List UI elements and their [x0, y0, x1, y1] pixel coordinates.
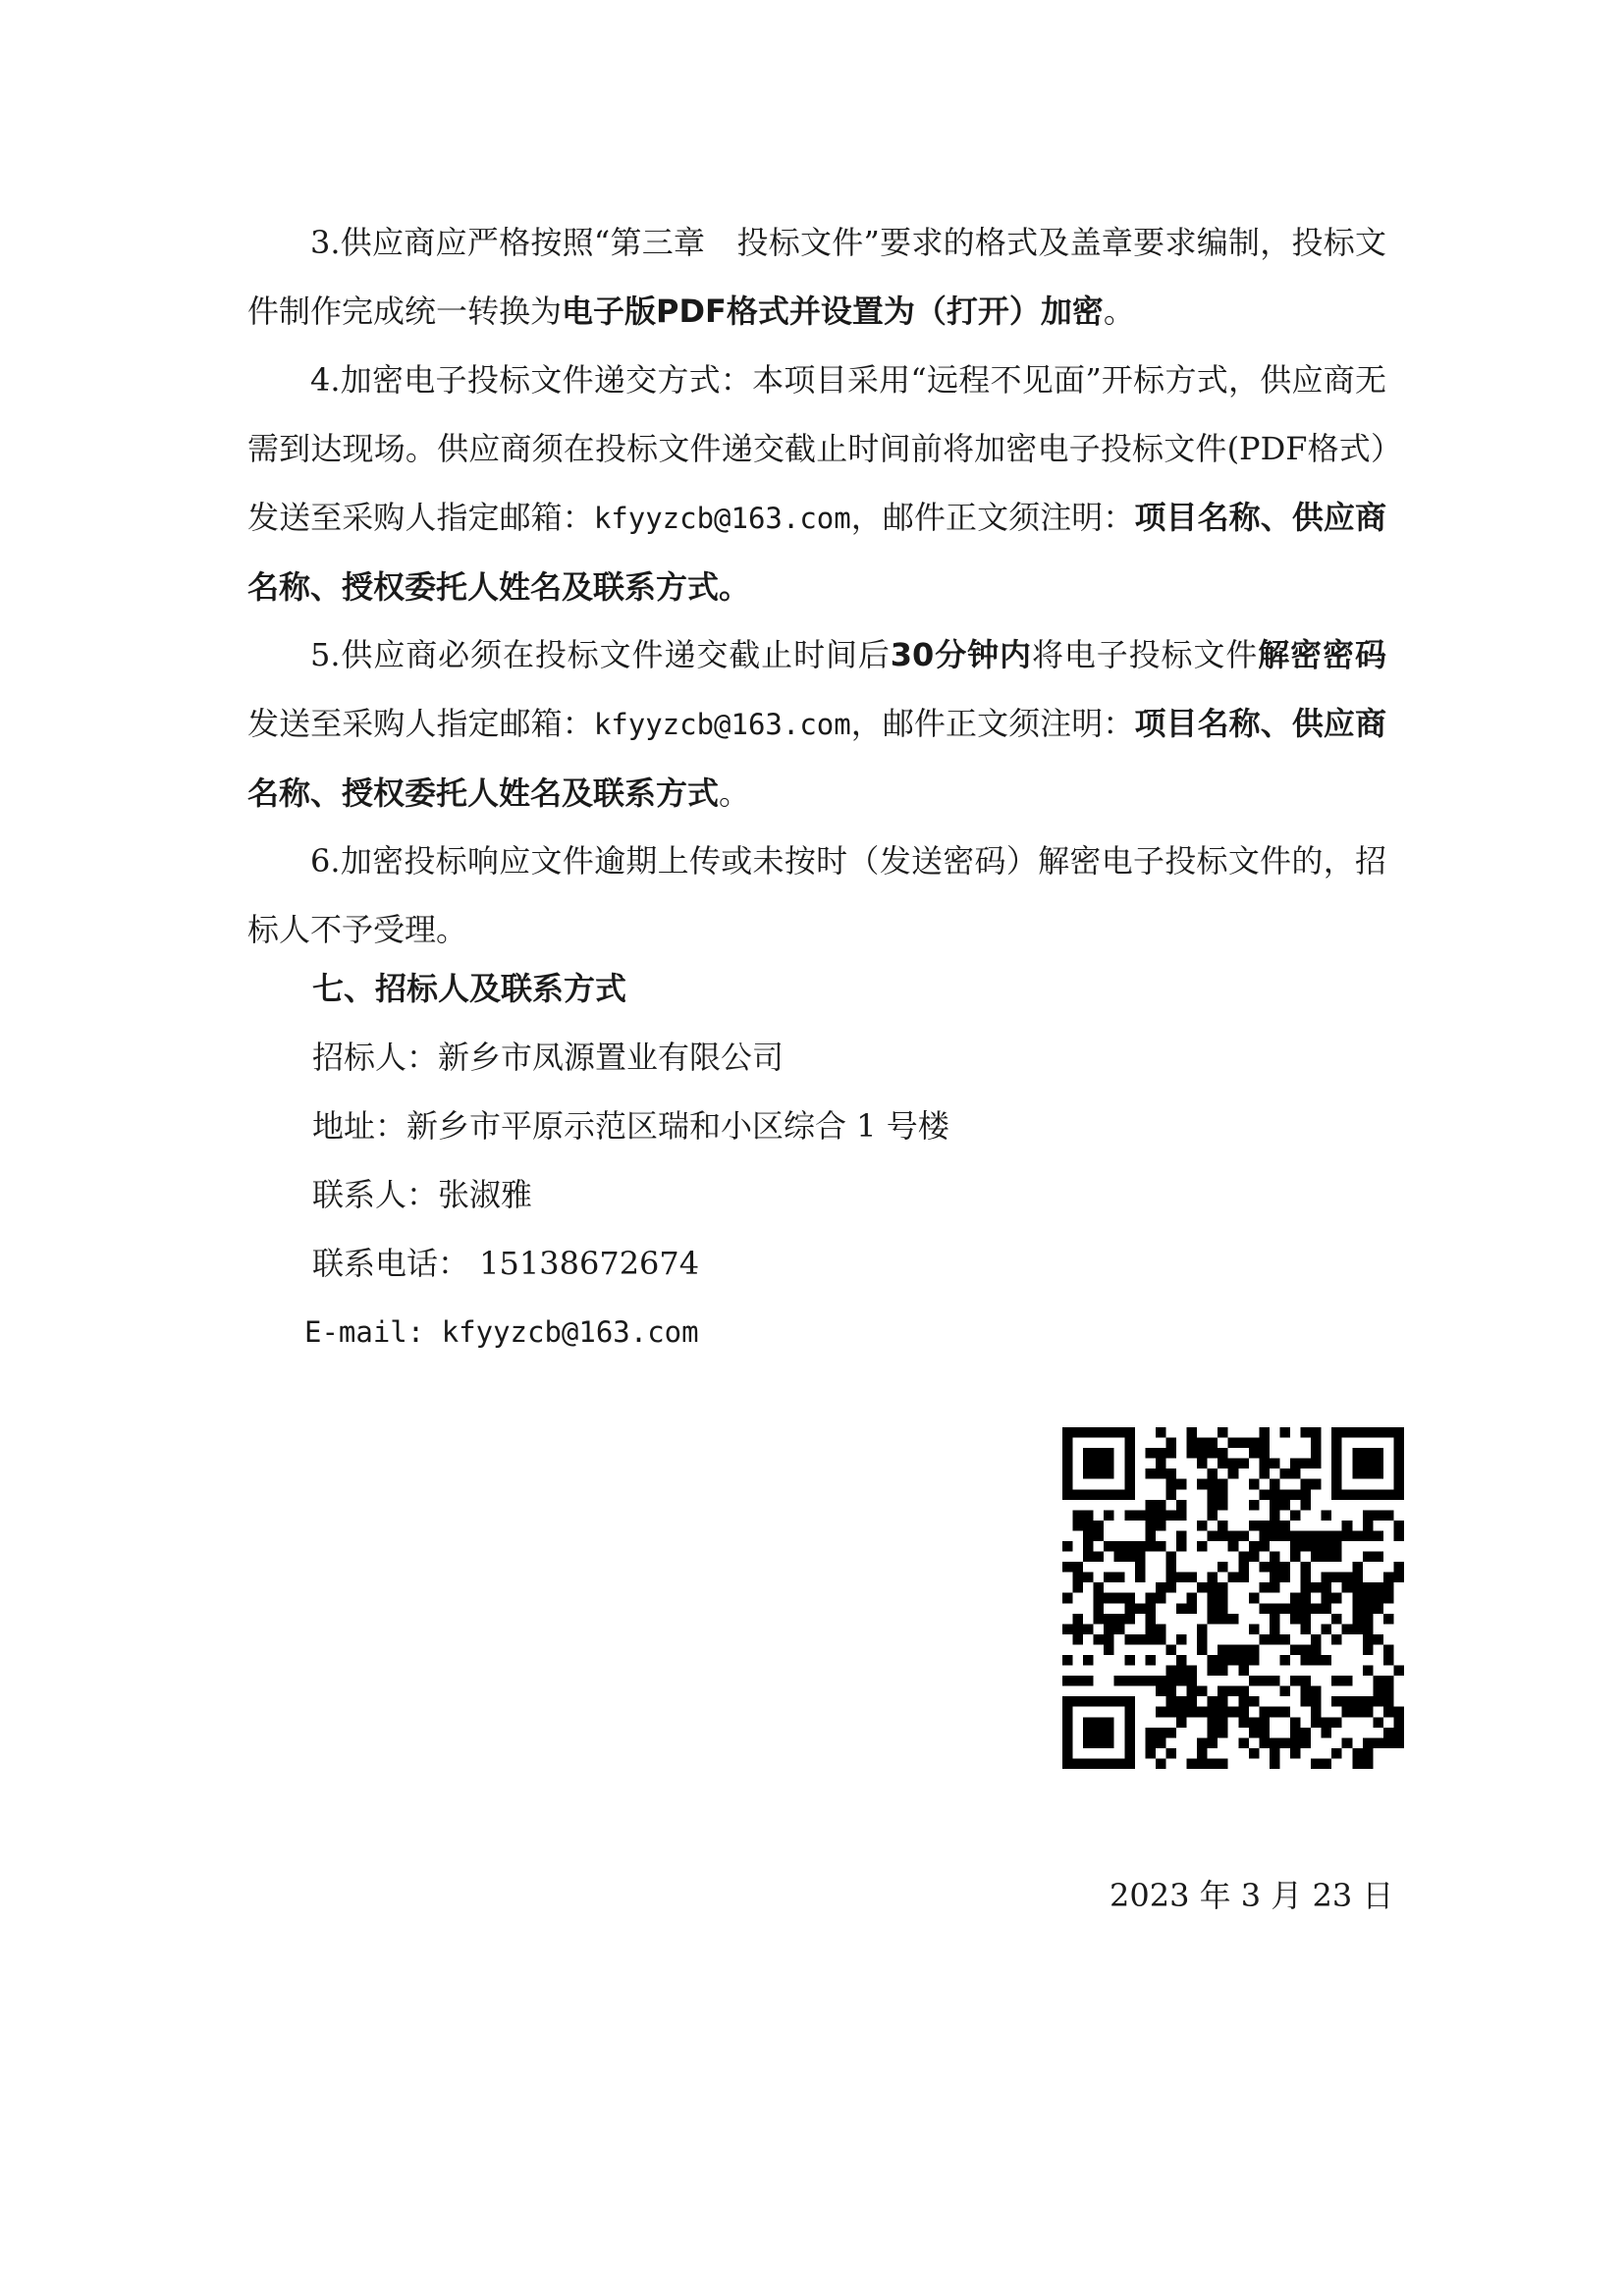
para3-bold: 电子版PDF格式并设置为（打开）加密 — [562, 293, 1104, 330]
email-line — [304, 1298, 699, 1366]
qr-code-image — [1062, 1427, 1404, 1769]
email-label: E-mail: — [304, 1315, 425, 1349]
para5-text: 5.供应商必须在投标文件递交截止时间后 — [310, 636, 891, 673]
para4-text-2: ，邮件正文须注明： — [850, 499, 1135, 536]
phone-line: 联系电话： 15138672674 — [312, 1245, 700, 1282]
email-address: kfyyzcb@163.com — [441, 1315, 699, 1349]
para5-end: 。 — [719, 774, 751, 812]
address-line: 地址：新乡市平原示范区瑞和小区综合 1 号楼 — [312, 1107, 949, 1145]
document-date: 2023 年 3 月 23 日 — [1110, 1877, 1394, 1914]
para3-end: 。 — [1103, 293, 1135, 330]
para5-text-3: 发送至采购人指定邮箱： — [247, 705, 594, 742]
para5-bold-3: 项目名称、供应商名称、授权委托人姓名及联系方式 — [247, 705, 1386, 812]
para5-bold-2: 解密密码 — [1258, 636, 1386, 673]
para3-text: 3.供应商应严格按照“第三章 投标文件”要求的格式及盖章要求编制，投标文件制作完成统一转换为 — [247, 224, 1386, 330]
para5-bold-1: 30分钟内 — [890, 636, 1032, 673]
para4-text: 4.加密电子投标文件递交方式：本项目采用“远程不见面”开标方式，供应商无需到达现场。供应商须在投标文件递交截止时间前将加密电子投标文件(PDF格式）发送至采购人指定邮箱： — [247, 361, 1386, 536]
para6-text: 6.加密投标响应文件逾期上传或未按时（发送密码）解密电子投标文件的，招标人不予受理。 — [247, 842, 1386, 948]
para4-bold: 项目名称、供应商名称、授权委托人姓名及联系方式。 — [247, 499, 1386, 606]
paragraph-3 — [247, 208, 1386, 346]
para5-text-2: 将电子投标文件 — [1031, 636, 1259, 673]
section-7-heading: 七、招标人及联系方式 — [312, 970, 627, 1007]
para5-text-4: ，邮件正文须注明： — [850, 705, 1135, 742]
para5-email: kfyyzcb@163.com — [593, 708, 851, 741]
paragraph-4 — [247, 346, 1386, 621]
tenderer-line: 招标人：新乡市凤源置业有限公司 — [312, 1039, 785, 1076]
paragraph-6 — [247, 827, 1386, 964]
contact-line: 联系人：张淑雅 — [312, 1176, 533, 1213]
paragraph-5 — [247, 620, 1386, 828]
para4-email: kfyyzcb@163.com — [593, 502, 851, 535]
